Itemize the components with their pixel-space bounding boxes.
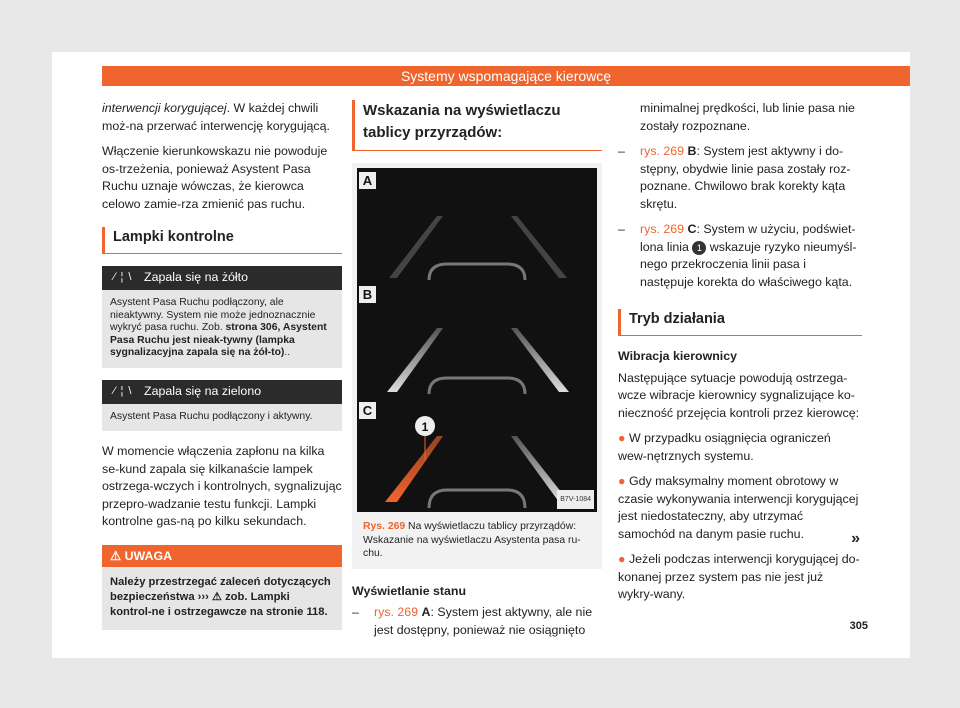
warning-header: ⚠ UWAGA bbox=[102, 545, 342, 567]
status-item-a: – rys. 269 A: System jest aktywny, ale nie jest dostępny, ponieważ nie osiągnięto bbox=[352, 605, 593, 637]
lamp-green-title: Zapala się na zielono bbox=[144, 383, 262, 398]
list-item: ● Jeżeli podczas interwencji korygującej do-konanej przez system pas nie jest już wykry-wany. bbox=[618, 552, 860, 601]
warning-icon: ⚠ bbox=[110, 548, 125, 563]
section-title-mode: Tryb działania bbox=[618, 309, 862, 336]
status-item-a-continued: minimalnej prędkości, lub linie pasa nie zostały rozpoznane. bbox=[640, 101, 855, 133]
status-item-b: – rys. 269 B: System jest aktywny i do-stępny, obydwie linie pasa zostały roz-poznane. Chwilowo brak korekty kąta skrętu. bbox=[618, 144, 851, 211]
page-header: Systemy wspomagające kierowcę bbox=[102, 66, 910, 86]
paragraph-ignition: W momencie włączenia zapłonu na kilka se-kund zapala się kilkanaście lampek ostrzega-wczych i kontrolnych, sygnalizując przepro-wadzanie testu funkcji. Lampki kontrolne gas-ną po kilku sekundach. bbox=[102, 444, 342, 528]
panel-c-graphic bbox=[385, 416, 569, 508]
vibration-title: Wibracja kierownicy bbox=[618, 349, 738, 363]
panel-b-graphic bbox=[387, 328, 569, 394]
panel-label-c: C bbox=[359, 402, 376, 419]
panel-label-b: B bbox=[359, 286, 376, 303]
warning-text: Należy przestrzegać zaleceń dotyczących bezpieczeństwa ››› ⚠ zob. Lampki kontrol-ne i ostrzegawcze na stronie 118. bbox=[110, 575, 331, 618]
bullet-icon: ● bbox=[618, 431, 629, 445]
figure-caption: Rys. 269 Na wyświetlaczu tablicy przyrządów: Wskazanie na wyświetlaczu Asystenta pasa ru-chu. bbox=[363, 521, 581, 559]
bullet-icon: ● bbox=[618, 552, 629, 566]
section-title-lamps: Lampki kontrolne bbox=[102, 227, 342, 254]
figure-reference-link[interactable]: rys. 269 bbox=[374, 605, 419, 619]
lamp-green-description: Asystent Pasa Ruchu podłączony i aktywny. bbox=[102, 404, 342, 432]
middle-column bbox=[352, 100, 602, 647]
lane-display-graphic bbox=[357, 168, 597, 512]
panel-a-graphic bbox=[389, 216, 567, 280]
figure-reference-link[interactable]: rys. 269 bbox=[640, 144, 685, 158]
status-title: Wyświetlanie stanu bbox=[352, 583, 467, 598]
paragraph-turn-signal: Włączenie kierunkowskazu nie powoduje os-trzeżenia, ponieważ Asystent Pasa Ruchu uznaje wówczas, że kierowca celowo zamie-rza zmienić pas ruchu. bbox=[102, 144, 328, 211]
vibration-text: Następujące sytuacje powodują ostrzega-wcze wibracje kierownicy sygnalizujące ko-nieczność przejęcia kontroli przez kierowcę: bbox=[618, 370, 860, 420]
lane-assist-icon: ⁄ ¦ \ bbox=[113, 271, 133, 284]
cross-reference-link[interactable]: strona 306, Asystent Pasa Ruchu jest nieak-tywny (lampka sygnalizacyjna zapala się na żół-to) bbox=[110, 322, 327, 358]
warning-box bbox=[102, 545, 342, 630]
figure-reference-link[interactable]: rys. 269 bbox=[640, 222, 685, 236]
paragraph-intro: interwencji korygującej. W każdej chwili moż-na przerwać interwencję korygującą. bbox=[102, 101, 330, 133]
manual-page bbox=[52, 52, 910, 658]
panel-label-a: A bbox=[359, 172, 376, 189]
list-item: ● W przypadku osiągnięcia ograniczeń wew-nętrznych systemu. bbox=[618, 431, 831, 463]
display-illustration bbox=[357, 168, 597, 512]
marker-1-badge: 1 bbox=[692, 241, 706, 255]
figure-code: B7V-1084 bbox=[557, 490, 594, 510]
lamp-green-header bbox=[102, 380, 342, 404]
marker-1: 1 bbox=[421, 420, 429, 434]
status-item-c: – rys. 269 C: System w użyciu, podświet-lona linia 1 wskazuje ryzyko nieumyśl-nego przekroczenia linii pasa i następuje korekta do właściwego kąta. bbox=[618, 222, 857, 289]
bullet-icon: ● bbox=[618, 474, 629, 488]
left-column bbox=[102, 100, 342, 630]
lamp-yellow-description: Asystent Pasa Ruchu podłączony, ale nieaktywny. System nie może jednoznacznie wykryć pasa ruchu. Zob. strona 306, Asystent Pasa Ruchu jest nieak-tywny (lampka sygnalizacyjna zapala się na żół-to).. bbox=[102, 290, 342, 368]
list-item: ● Gdy maksymalny moment obrotowy w czasie wykonywania interwencji korygującej jest niedostateczny, aby utrzymać samochód na danym pasie ruchu. bbox=[618, 474, 859, 541]
lamp-yellow-title: Zapala się na żółto bbox=[144, 270, 249, 285]
page-number: 305 bbox=[849, 620, 868, 632]
lamp-yellow-header bbox=[102, 266, 342, 290]
continue-arrow-icon: » bbox=[851, 530, 860, 547]
section-title-display: Wskazania na wyświetlaczu tablicy przyrządów: bbox=[352, 100, 602, 151]
figure-269 bbox=[352, 163, 602, 569]
lane-assist-icon: ⁄ ¦ \ bbox=[113, 384, 133, 397]
right-column bbox=[618, 100, 862, 612]
